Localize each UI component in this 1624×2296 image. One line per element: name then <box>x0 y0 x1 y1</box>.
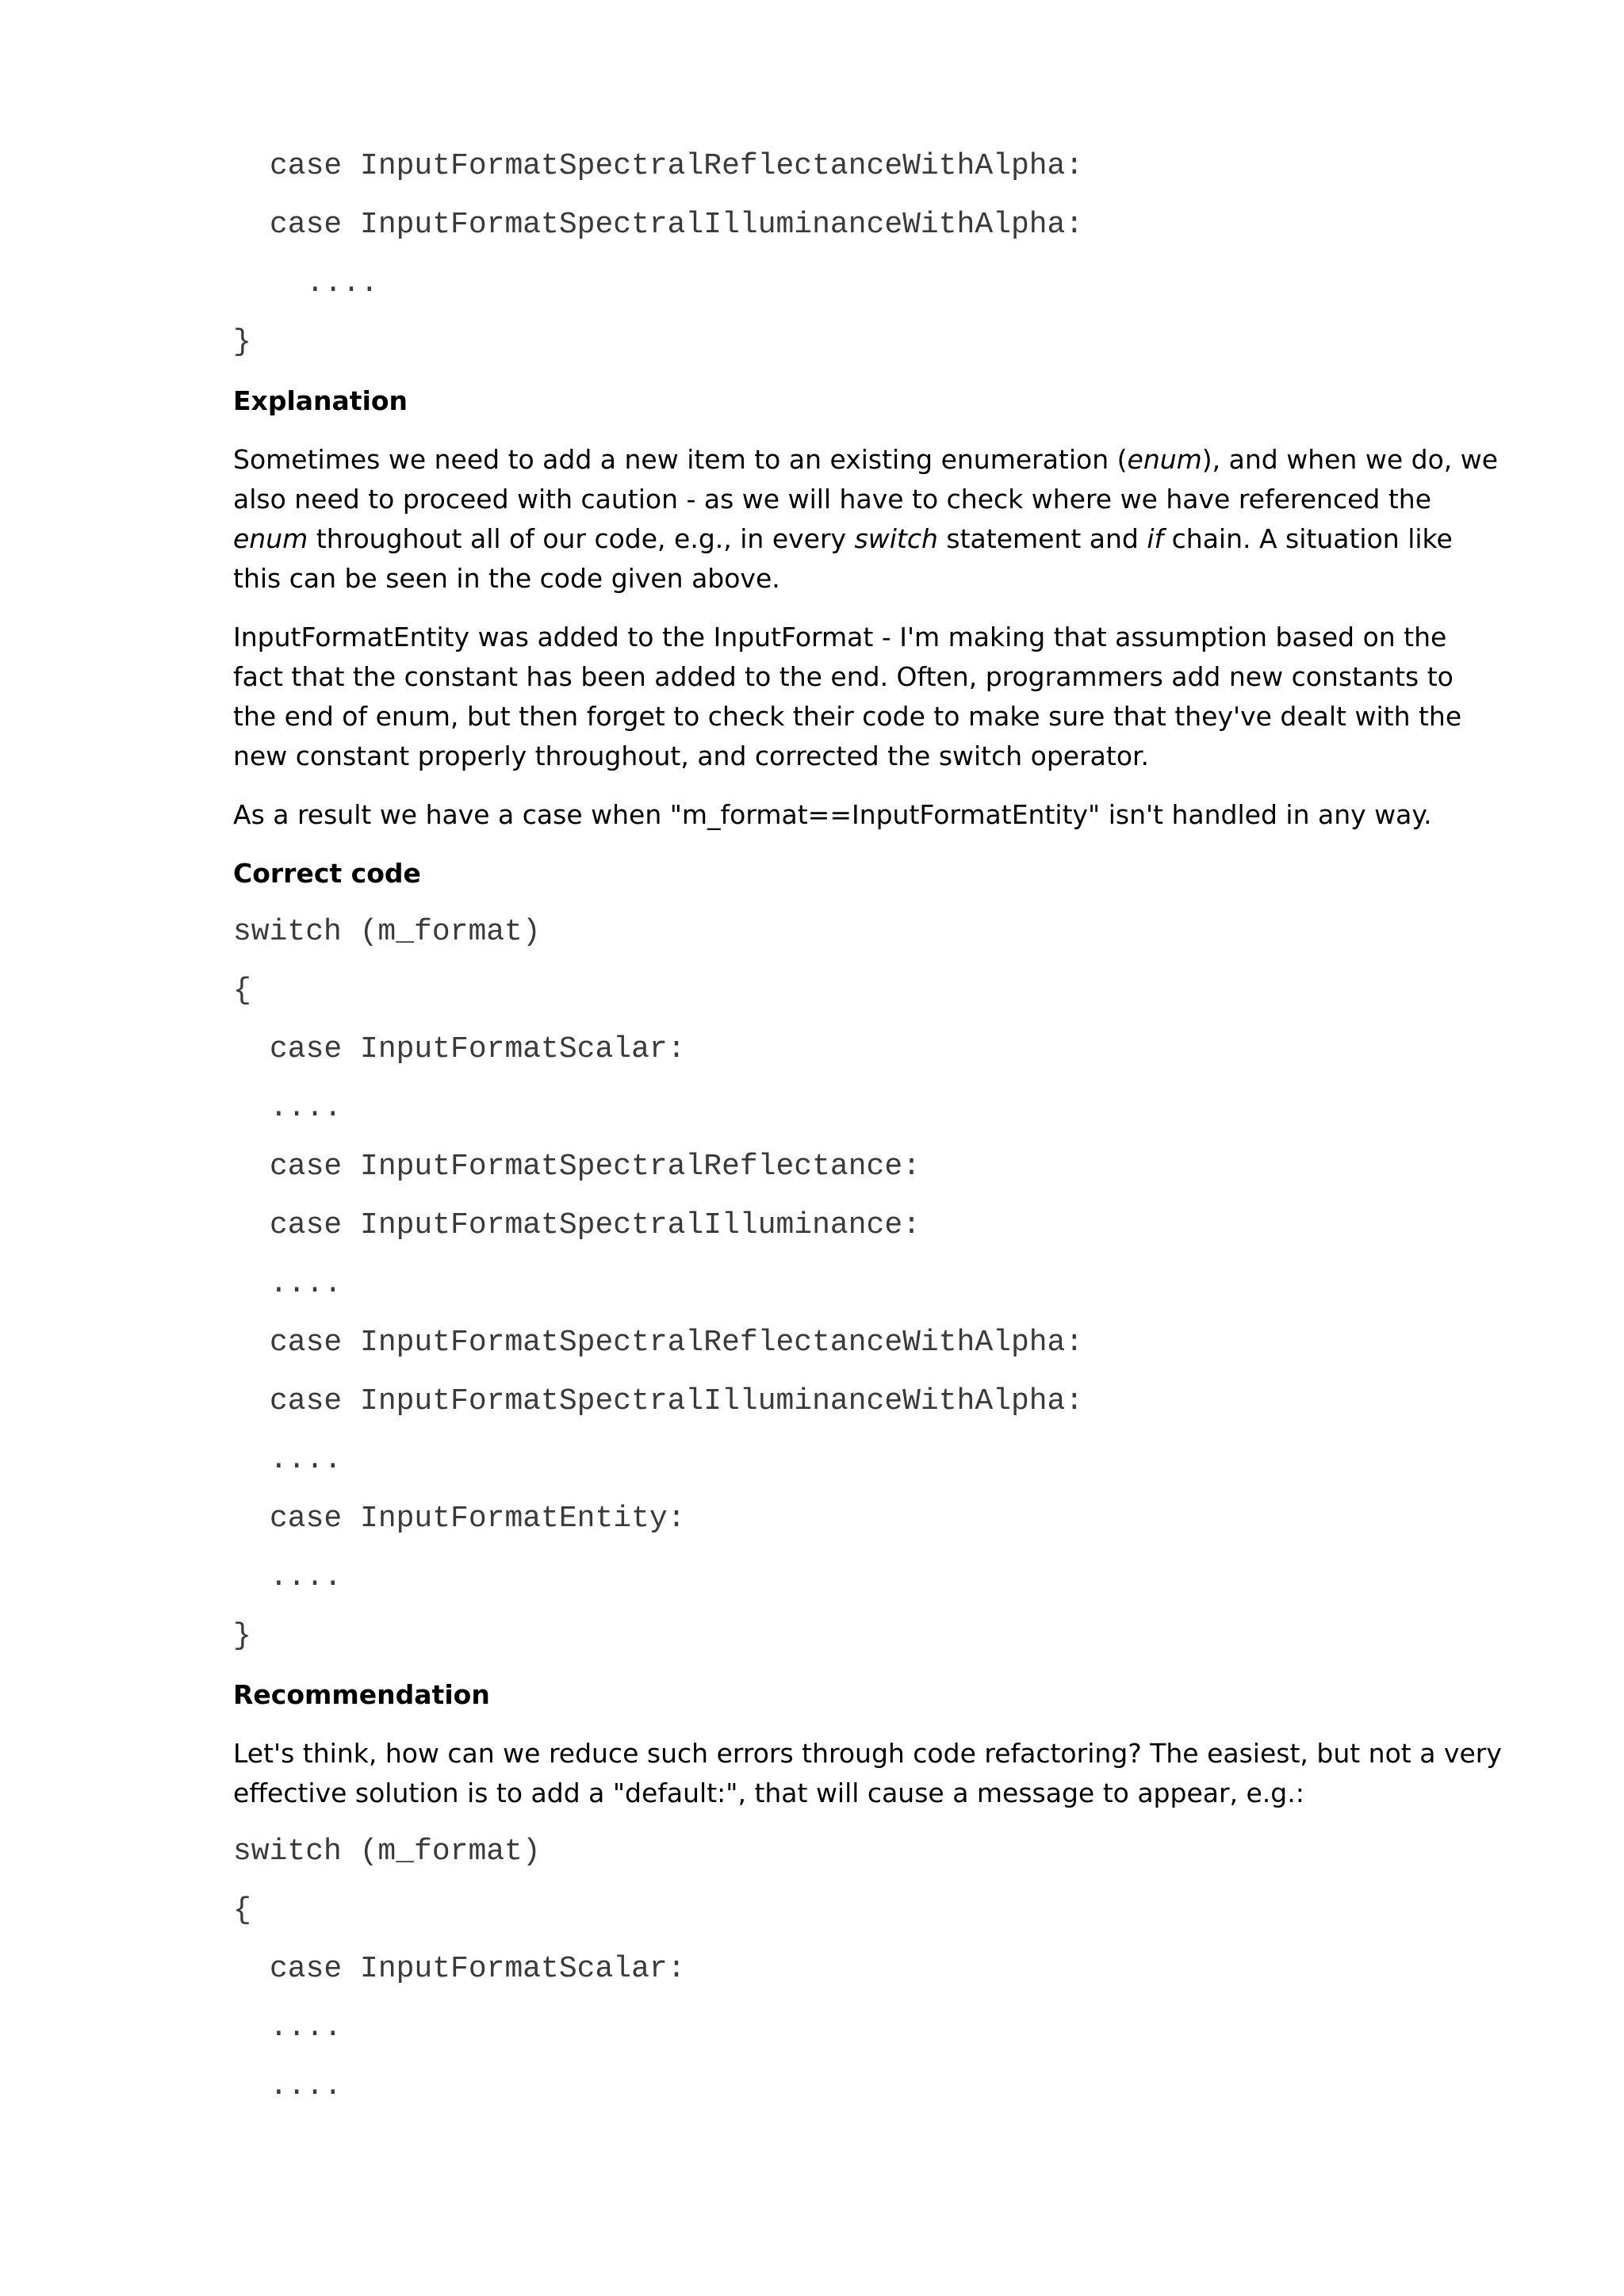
code-line: switch (m_format) <box>233 915 541 949</box>
recommendation-paragraph: Let's think, how can we reduce such errors through code refactoring? The easiest, but not a very effective solution is to add a "default:", that will cause a message to appear, e.g.: <box>233 1738 1502 1808</box>
code-line: .... <box>270 1267 343 1301</box>
code-line: case InputFormatEntity: <box>270 1502 686 1536</box>
correct-code-heading: Correct code <box>233 858 421 889</box>
code-block-top <box>233 151 1502 358</box>
code-line: case InputFormatSpectralReflectanceWithAlpha: <box>270 1326 1084 1360</box>
explanation-paragraph-2: InputFormatEntity was added to the InputFormat - I'm making that assumption based on the fact that the constant has been added to the end. Often, programmers add new constants to the end of enum, but then forget to check their code to make sure that they've dealt with the new constant properly throughout, and corrected the switch operator. <box>233 622 1462 771</box>
recommendation-heading: Recommendation <box>233 1679 490 1710</box>
code-line: { <box>233 974 251 1008</box>
code-line: case InputFormatScalar: <box>270 1952 686 1986</box>
code-block-recommendation <box>233 1836 1502 2103</box>
code-line: case InputFormatScalar: <box>270 1032 686 1066</box>
code-line: case InputFormatSpectralIlluminance: <box>270 1208 921 1242</box>
code-line: case InputFormatSpectralReflectance: <box>270 1150 921 1184</box>
code-line: .... <box>270 2011 343 2045</box>
explanation-paragraph-3: As a result we have a case when "m_format==InputFormatEntity" isn't handled in any way. <box>233 799 1432 830</box>
code-line: case InputFormatSpectralIlluminanceWithAlpha: <box>270 208 1084 242</box>
explanation-heading: Explanation <box>233 385 408 416</box>
code-line: .... <box>306 266 379 300</box>
code-line: switch (m_format) <box>233 1835 541 1869</box>
code-line: .... <box>270 1091 343 1125</box>
code-block-correct <box>233 916 1502 1652</box>
code-line: } <box>233 325 251 359</box>
code-line: case InputFormatSpectralReflectanceWithAlpha: <box>270 149 1084 183</box>
code-line: .... <box>270 1560 343 1594</box>
explanation-paragraph-1: Sometimes we need to add a new item to an existing enumeration (enum), and when we do, we also need to proceed with caution - as we will have to check where we have referenced the enum throughout all of our code, e.g., in every switch statement and if chain. A situation like this can be seen in the code given above. <box>233 444 1499 594</box>
code-line: { <box>233 1893 251 1927</box>
code-line: case InputFormatSpectralIlluminanceWithAlpha: <box>270 1384 1084 1418</box>
code-line: .... <box>270 1443 343 1477</box>
document-page <box>233 151 1502 2130</box>
code-line: .... <box>270 2069 343 2103</box>
code-line: } <box>233 1619 251 1653</box>
